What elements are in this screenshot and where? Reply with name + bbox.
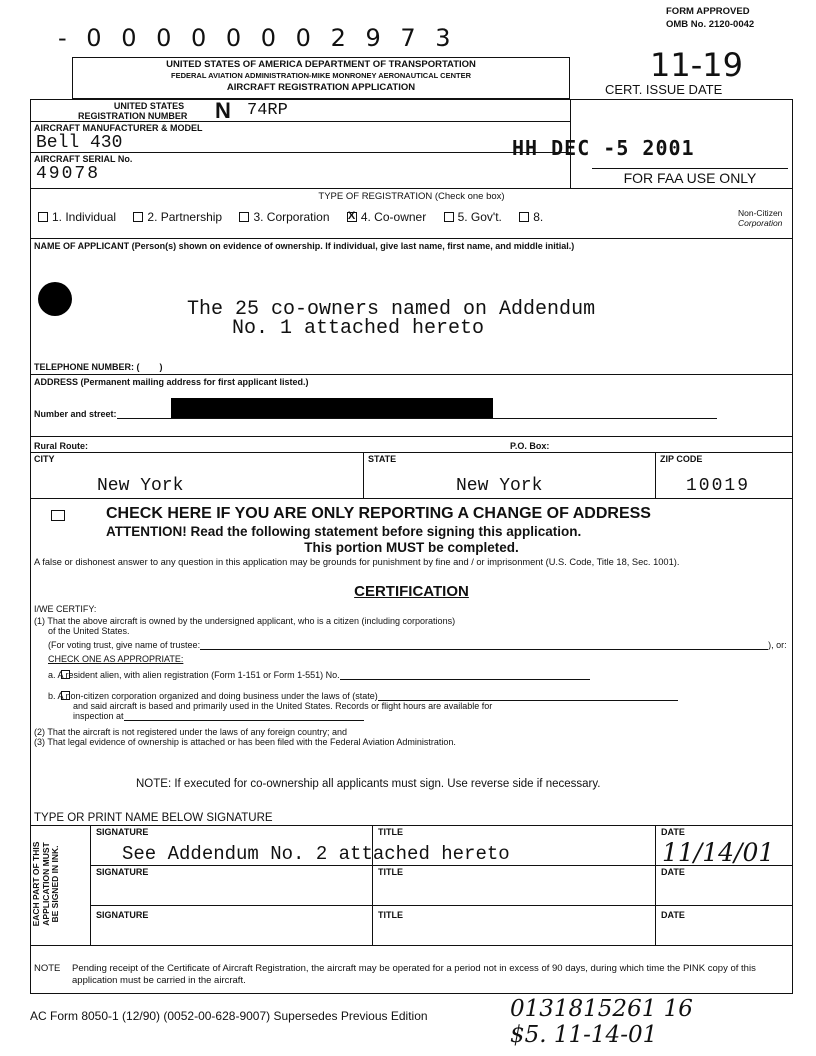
attention-line1: ATTENTION! Read the following statement before signing this application. bbox=[106, 524, 582, 539]
individual-checkbox[interactable] bbox=[38, 212, 48, 222]
rural-route-label: Rural Route: bbox=[34, 441, 88, 451]
partnership-checkbox[interactable] bbox=[133, 212, 143, 222]
option-partnership[interactable]: 2. Partnership bbox=[133, 210, 222, 224]
cert-item1b: of the United States. bbox=[48, 626, 130, 636]
footer-note-label: NOTE bbox=[34, 963, 61, 974]
noncitizen-label-line2: Corporation bbox=[738, 218, 783, 228]
option-a: a. A resident alien, with alien registration (Form 1-151 or Form 1-551) No. bbox=[48, 670, 590, 680]
form-approved: FORM APPROVED bbox=[666, 6, 750, 17]
handwritten-bottom-1: 0131815261 16 bbox=[510, 996, 693, 1022]
title-label-3: TITLE bbox=[378, 910, 403, 920]
date-label-1: DATE bbox=[661, 827, 685, 837]
serial-label: AIRCRAFT SERIAL No. bbox=[34, 154, 133, 164]
option-noncitizen[interactable]: 8. bbox=[519, 210, 543, 224]
option-govt[interactable]: 5. Gov't. bbox=[444, 210, 502, 224]
title-label-2: TITLE bbox=[378, 867, 403, 877]
applicant-label: NAME OF APPLICANT (Person(s) shown on evidence of ownership. If individual, give last name, first name, and middle initial.) bbox=[34, 241, 575, 251]
footer-note-text: Pending receipt of the Certificate of Aircraft Registration, the aircraft may be operated for a period not in excess of 90 days, during which time the PINK copy of this application must be carried in the aircraft. bbox=[72, 963, 756, 986]
govt-checkbox[interactable] bbox=[444, 212, 454, 222]
address-label: ADDRESS (Permanent mailing address for first applicant listed.) bbox=[34, 377, 309, 387]
date-label-3: DATE bbox=[661, 910, 685, 920]
handwritten-bottom-2: $5. 11-14-01 bbox=[510, 1022, 658, 1048]
street-label: Number and street: bbox=[34, 409, 717, 419]
date-label-2: DATE bbox=[661, 867, 685, 877]
check-one: CHECK ONE AS APPROPRIATE: bbox=[48, 654, 184, 664]
cert-item1: (1) That the above aircraft is owned by the undersigned applicant, who is a citizen (including corporations) bbox=[34, 616, 456, 626]
signature-row1-text: See Addendum No. 2 attached hereto bbox=[122, 843, 510, 865]
option-b-checkbox[interactable] bbox=[61, 691, 70, 700]
option-b2: and said aircraft is based and primarily used in the United States. Records or flight hours are available for bbox=[73, 701, 493, 711]
serial-stamp: - 0 0 0 0 0 0 0 2 9 7 3 bbox=[58, 24, 457, 52]
manufacturer-value: Bell 430 bbox=[36, 133, 123, 153]
reg-label-line1: UNITED STATES bbox=[113, 101, 185, 111]
reg-number: 74RP bbox=[247, 101, 288, 120]
zip-label: ZIP CODE bbox=[660, 454, 703, 464]
agency-line1: UNITED STATES OF AMERICA DEPARTMENT OF TRANSPORTATION bbox=[166, 59, 476, 70]
false-answer-warning: A false or dishonest answer to any question in this application may be grounds for punishment by fine and / or imprisonment (U.S. Code, Title 18, Sec. 1001). bbox=[34, 557, 680, 567]
sig-label-2: SIGNATURE bbox=[96, 867, 149, 877]
form-title: AIRCRAFT REGISTRATION APPLICATION bbox=[226, 82, 416, 93]
co-owner-checkbox[interactable] bbox=[347, 212, 357, 222]
punch-hole-1 bbox=[38, 282, 72, 316]
coownership-note: NOTE: If executed for co-ownership all applicants must sign. Use reverse side if necessary. bbox=[136, 778, 601, 790]
noncitizen-checkbox[interactable] bbox=[519, 212, 529, 222]
type-registration-title: TYPE OF REGISTRATION (Check one box) bbox=[318, 191, 505, 202]
option-corporation[interactable]: 3. Corporation bbox=[239, 210, 329, 224]
sig-label-3: SIGNATURE bbox=[96, 910, 149, 920]
form-id: AC Form 8050-1 (12/90) (0052-00-628-9007) Supersedes Previous Edition bbox=[30, 1009, 428, 1023]
noncitizen-label-line1: Non-Citizen bbox=[738, 208, 783, 218]
corporation-checkbox[interactable] bbox=[239, 212, 249, 222]
state-label: STATE bbox=[368, 454, 397, 464]
title-label-1: TITLE bbox=[378, 827, 403, 837]
cert-item3: (3) That legal evidence of ownership is attached or has been filed with the Federal Aviation Administration. bbox=[34, 737, 456, 747]
reg-label-line2: REGISTRATION NUMBER bbox=[78, 111, 188, 121]
certification-title: CERTIFICATION bbox=[354, 583, 469, 600]
cert-issue-handwritten: 11-19 bbox=[650, 46, 743, 84]
po-box-label: P.O. Box: bbox=[510, 441, 550, 451]
signature-side-label: EACH PART OF THIS APPLICATION MUST BE SIGNED IN INK. bbox=[31, 841, 60, 927]
attention-line2: This portion MUST be completed. bbox=[304, 540, 519, 555]
zip-value: 10019 bbox=[686, 476, 751, 496]
option-individual[interactable]: 1. Individual bbox=[38, 210, 116, 224]
option-b3: inspection at bbox=[73, 711, 364, 721]
change-address-checkbox[interactable] bbox=[51, 510, 65, 521]
manufacturer-label: AIRCRAFT MANUFACTURER & MODEL bbox=[34, 123, 203, 133]
type-registration-options bbox=[38, 210, 543, 224]
change-address-text: CHECK HERE IF YOU ARE ONLY REPORTING A CHANGE OF ADDRESS bbox=[106, 505, 651, 522]
agency-line2: FEDERAL AVIATION ADMINISTRATION-MIKE MONRONEY AERONAUTICAL CENTER bbox=[171, 71, 471, 80]
sig-label-1: SIGNATURE bbox=[96, 827, 149, 837]
telephone-label: TELEPHONE NUMBER: ( ) bbox=[34, 362, 163, 372]
option-a-checkbox[interactable] bbox=[61, 670, 70, 679]
reg-prefix: N bbox=[215, 98, 231, 123]
signature-row1-date: 11/14/01 bbox=[662, 838, 775, 867]
street-redaction bbox=[171, 398, 493, 418]
serial-value: 49078 bbox=[36, 164, 101, 184]
option-b1: b. A non-citizen corporation organized and doing business under the laws of (state) bbox=[48, 691, 678, 701]
applicant-line1: The 25 co-owners named on Addendum bbox=[187, 298, 596, 321]
option-co-owner[interactable]: X 4. Co-owner bbox=[347, 210, 426, 224]
applicant-line2: No. 1 attached hereto bbox=[232, 317, 485, 340]
cert-issue-label: CERT. ISSUE DATE bbox=[605, 82, 723, 97]
state-value: New York bbox=[456, 476, 543, 496]
city-label: CITY bbox=[34, 454, 55, 464]
cert-item2: (2) That the aircraft is not registered under the laws of any foreign country; and bbox=[34, 727, 348, 737]
faa-date-stamp: HH DEC -5 2001 bbox=[512, 136, 695, 160]
we-certify: I/WE CERTIFY: bbox=[34, 604, 97, 614]
city-value: New York bbox=[97, 476, 184, 496]
omb-number: OMB No. 2120-0042 bbox=[666, 19, 755, 30]
faa-use-label: FOR FAA USE ONLY bbox=[623, 170, 757, 186]
voting-trust: (For voting trust, give name of trustee: ), or: bbox=[48, 640, 787, 650]
type-print-label: TYPE OR PRINT NAME BELOW SIGNATURE bbox=[34, 812, 273, 824]
